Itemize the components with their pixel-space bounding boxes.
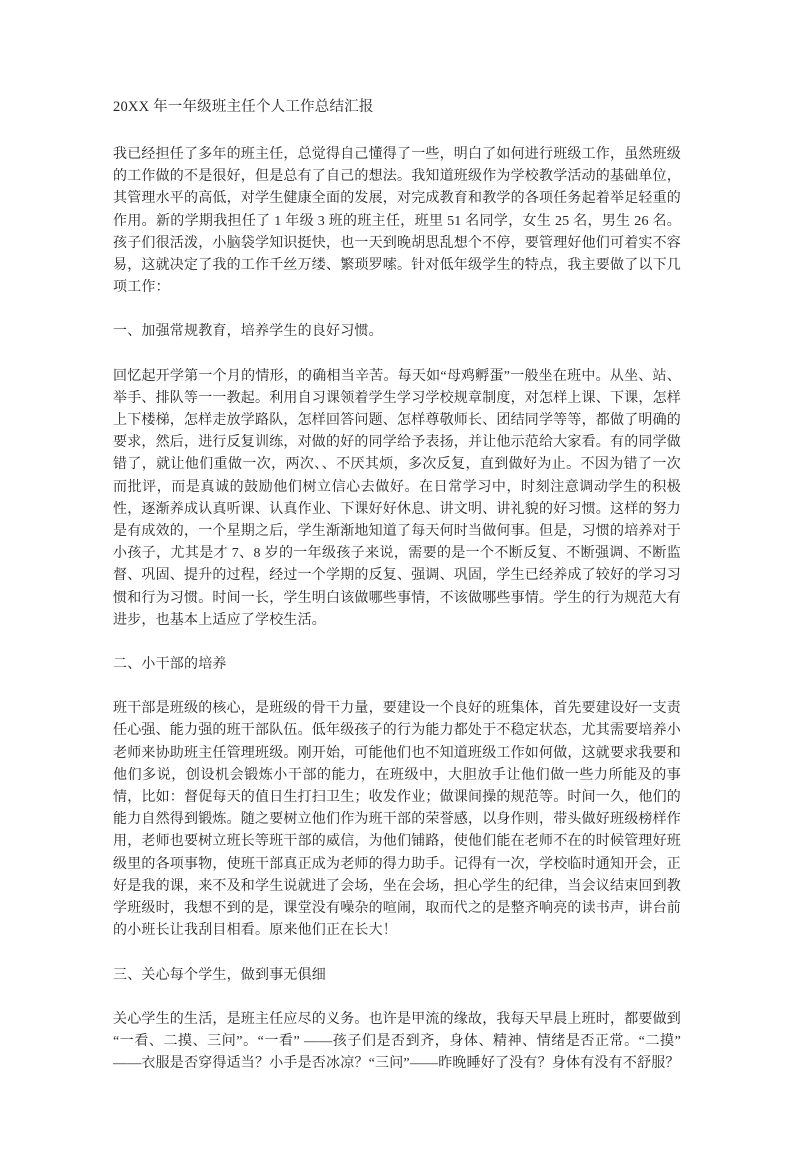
section-body-2: 班干部是班级的核心，是班级的骨干力量，要建设一个良好的班集体，首先要建设好一支责任心强、能力强的班干部队伍。低年级孩子的行为能力都处于不稳定状态，尤其需要培养小老师来协助班主任管理班级。刚开始，可能他们也不知道班级工作如何做，这就要求我要和他们多说，创设机会锻炼小干部的能力，在班级中，大胆放手让他们做一些力所能及的事情，比如：督促每天的值日生打扫卫生；收发作业；做课间操的规范等。时间一久，他们的能力自然得到锻炼。随之要树立他们作为班干部的荣誉感，以身作则，带头做好班级榜样作用，老师也要树立班长等班干部的威信，为他们铺路，使他们能在老师不在的时候管理好班级里的各项事物，使班干部真正成为老师的得力助手。记得有一次，学校临时通知开会，正好是我的课，来不及和学生说就进了会场，坐在会场，担心学生的纪律，当会议结束回到教学班级时，我想不到的是，课堂没有噪杂的喧闹，取而代之的是整齐响亮的读书声，讲台前的小班长让我刮目相看。原来他们正在长大！ <box>113 701 681 939</box>
document-title: 20XX 年一年级班主任个人工作总结汇报 <box>113 99 374 115</box>
section-heading-3: 三、关心每个学生，做到事无俱细 <box>113 967 326 983</box>
section-body-1: 回忆起开学第一个月的情形，的确相当辛苦。每天如“母鸡孵蛋”一般坐在班中。从坐、站、举手、排队等一一教起。利用自习课领着学生学习学校规章制度，对怎样上课、下课，怎样上下楼梯，怎样走放学路队，怎样回答问题、怎样尊敬师长、团结同学等等，都做了明确的要求，然后，进行反复训练，对做的好的同学给予表扬，并让他示范给大家看。有的同学做错了，就让他们重做一次，两次、、不厌其烦，多次反复，直到做好为止。不因为错了一次而批评，而是真诚的鼓励他们树立信心去做好。在日常学习中，时刻注意调动学生的积极性，逐渐养成认真听课、认真作业、下课好好休息、讲文明、讲礼貌的好习惯。这样的努力是有成效的，一个星期之后，学生渐渐地知道了每天何时当做何事。但是，习惯的培养对于小孩子，尤其是才 7、8 岁的一年级孩子来说，需要的是一个不断反复、不断强调、不断监督、巩固、提升的过程，经过一个学期的反复、强调、巩固，学生已经养成了较好的学习习惯和行为习惯。时间一长，学生明白该做哪些事情，不该做哪些事情。学生的行为规范大有进步，也基本上适应了学校生活。 <box>113 368 681 628</box>
section-heading-2: 二、小干部的培养 <box>113 657 227 673</box>
section-heading-1: 一、加强常规教育，培养学生的良好习惯。 <box>113 324 383 340</box>
intro-paragraph: 我已经担任了多年的班主任，总觉得自己懂得了一些，明白了如何进行班级工作，虽然班级的工作做的不是很好，但是总有了自己的想法。我知道班级作为学校教学活动的基础单位，其管理水平的高低，对学生健康全面的发展，对完成教育和教学的各项任务起着举足轻重的作用。新的学期我担任了 1 年级 3 班的班主任，班里 51 名同学，女生 25 名，男生 26 名。孩子们很活泼，小脑袋学知识挺快，也一天到晚胡思乱想个不停，要管理好他们可着实不容易，这就决定了我的工作千丝万缕、繁琐罗嗦。针对低年级学生的特点，我主要做了以下几项工作： <box>113 147 681 296</box>
section-body-3: 关心学生的生活，是班主任应尽的义务。也许是甲流的缘故，我每天早晨上班时，都要做到“一看、二摸、三问”。“一看” ——孩子们是否到齐，身体、精神、情绪是否正常。“二摸”——衣服是否穿得适当？小手是否冰凉？“三问”——昨晚睡好了没有？身体有没有不舒服？ <box>113 1011 681 1072</box>
